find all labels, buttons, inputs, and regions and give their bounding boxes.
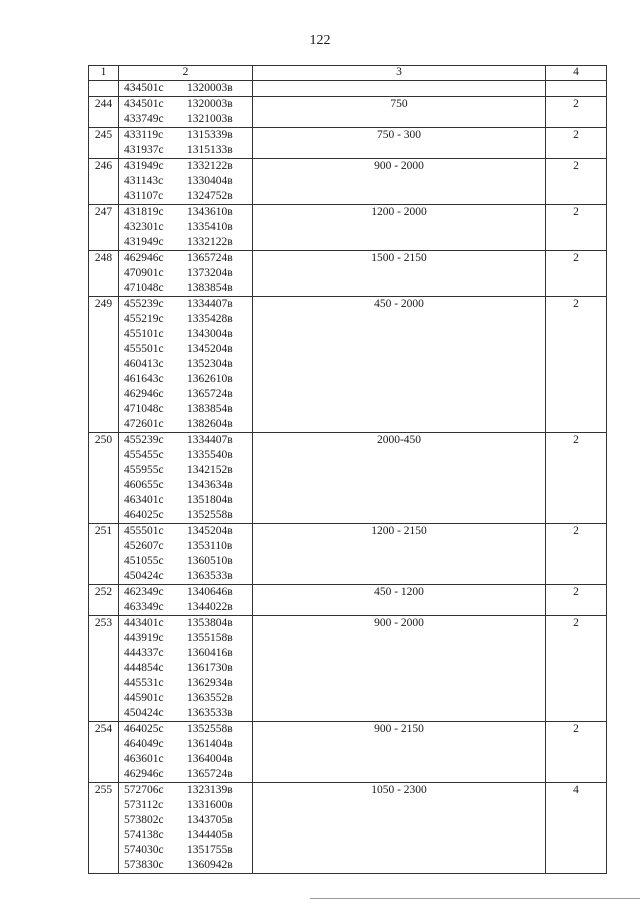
latitude: 445531с <box>124 677 164 689</box>
latitude: 472601с <box>124 418 164 430</box>
latitude: 573802с <box>124 814 164 826</box>
latitude: 462946с <box>124 388 164 400</box>
row-number: 244 <box>89 97 119 128</box>
longitude: 1344405в <box>187 829 233 841</box>
coordinates-cell <box>119 722 253 783</box>
table-row <box>89 297 607 433</box>
longitude: 1361730в <box>187 662 233 674</box>
coordinate-pair <box>119 417 252 432</box>
coordinates-cell <box>119 251 253 297</box>
latitude: 431143с <box>124 175 164 187</box>
longitude: 1340646в <box>187 586 233 598</box>
latitude: 573112с <box>124 799 164 811</box>
longitude: 1342152в <box>187 464 233 476</box>
coordinates-cell <box>119 81 253 97</box>
longitude: 1345204в <box>187 525 233 537</box>
longitude: 1365724в <box>187 768 233 780</box>
coordinates-cell <box>119 616 253 722</box>
longitude: 1320003в <box>187 82 233 94</box>
coordinate-pair <box>119 128 252 143</box>
table-row <box>89 783 607 874</box>
coordinate-pair <box>119 646 252 661</box>
coordinate-pair <box>119 676 252 691</box>
longitude: 1362934в <box>187 677 233 689</box>
longitude: 1334407в <box>187 434 233 446</box>
latitude: 444854с <box>124 662 164 674</box>
altitude-range: 2000-450 <box>253 433 546 524</box>
longitude: 1352304в <box>187 358 233 370</box>
row-number: 250 <box>89 433 119 524</box>
latitude: 461643с <box>124 373 164 385</box>
category-value: 2 <box>546 722 607 783</box>
table-body <box>89 81 607 874</box>
coordinate-pair <box>119 508 252 523</box>
coordinate-pair <box>119 828 252 843</box>
latitude: 463401с <box>124 494 164 506</box>
category-value: 2 <box>546 585 607 616</box>
category-value: 2 <box>546 128 607 159</box>
latitude: 463349с <box>124 601 164 613</box>
coordinate-pair <box>119 843 252 858</box>
coordinate-pair <box>119 372 252 387</box>
altitude-range: 1200 - 2150 <box>253 524 546 585</box>
coordinate-pair <box>119 585 252 600</box>
table-row <box>89 251 607 297</box>
longitude: 1315133в <box>187 144 233 156</box>
longitude: 1361404в <box>187 738 233 750</box>
latitude: 464025с <box>124 509 164 521</box>
header-cell-4: 4 <box>546 66 607 81</box>
coordinate-pair <box>119 463 252 478</box>
latitude: 451055с <box>124 555 164 567</box>
coordinate-pair <box>119 220 252 235</box>
coordinate-pair <box>119 357 252 372</box>
category-value: 2 <box>546 251 607 297</box>
longitude: 1335540в <box>187 449 233 461</box>
coordinate-pair <box>119 600 252 615</box>
coordinate-pair <box>119 251 252 266</box>
coordinate-pair <box>119 631 252 646</box>
category-value: 2 <box>546 97 607 128</box>
latitude: 463601с <box>124 753 164 765</box>
category-value: 2 <box>546 433 607 524</box>
latitude: 455101с <box>124 328 164 340</box>
row-number: 251 <box>89 524 119 585</box>
altitude-range: 900 - 2000 <box>253 159 546 205</box>
coordinate-pair <box>119 661 252 676</box>
latitude: 431937с <box>124 144 164 156</box>
category-value: 2 <box>546 159 607 205</box>
latitude: 460413с <box>124 358 164 370</box>
coordinate-pair <box>119 752 252 767</box>
longitude: 1335410в <box>187 221 233 233</box>
coordinate-pair <box>119 691 252 706</box>
latitude: 433749с <box>124 113 164 125</box>
table-row <box>89 97 607 128</box>
longitude: 1332122в <box>187 236 233 248</box>
coordinate-pair <box>119 478 252 493</box>
latitude: 455501с <box>124 525 164 537</box>
latitude: 444337с <box>124 647 164 659</box>
latitude: 431107с <box>124 190 164 202</box>
latitude: 464049с <box>124 738 164 750</box>
altitude-range: 1500 - 2150 <box>253 251 546 297</box>
altitude-range: 750 - 300 <box>253 128 546 159</box>
latitude: 462946с <box>124 252 164 264</box>
longitude: 1324752в <box>187 190 233 202</box>
coordinates-cell <box>119 97 253 128</box>
header-cell-1: 1 <box>89 66 119 81</box>
table-row <box>89 159 607 205</box>
latitude: 432301с <box>124 221 164 233</box>
longitude: 1360510в <box>187 555 233 567</box>
longitude: 1353804в <box>187 617 233 629</box>
coordinates-cell <box>119 159 253 205</box>
longitude: 1345204в <box>187 343 233 355</box>
coordinate-pair <box>119 81 252 96</box>
latitude: 443401с <box>124 617 164 629</box>
coordinate-pair <box>119 783 252 798</box>
latitude: 433119с <box>124 129 164 141</box>
longitude: 1363533в <box>187 707 233 719</box>
longitude: 1383854в <box>187 403 233 415</box>
longitude: 1352558в <box>187 509 233 521</box>
longitude: 1363552в <box>187 692 233 704</box>
coordinate-pair <box>119 737 252 752</box>
latitude: 574138с <box>124 829 164 841</box>
table-row <box>89 205 607 251</box>
coordinate-pair <box>119 706 252 721</box>
coordinate-pair <box>119 539 252 554</box>
row-number: 249 <box>89 297 119 433</box>
coordinates-cell <box>119 205 253 251</box>
latitude: 455501с <box>124 343 164 355</box>
longitude: 1363533в <box>187 570 233 582</box>
longitude: 1382604в <box>187 418 233 430</box>
latitude: 431819с <box>124 206 164 218</box>
row-number <box>89 81 119 97</box>
latitude: 443919с <box>124 632 164 644</box>
longitude: 1332122в <box>187 160 233 172</box>
coordinate-pair <box>119 493 252 508</box>
latitude: 431949с <box>124 236 164 248</box>
category-value: 4 <box>546 783 607 874</box>
coordinates-cell <box>119 783 253 874</box>
coordinates-cell <box>119 128 253 159</box>
latitude: 445901с <box>124 692 164 704</box>
altitude-range: 900 - 2000 <box>253 616 546 722</box>
coordinate-pair <box>119 569 252 584</box>
coordinates-cell <box>119 297 253 433</box>
longitude: 1351755в <box>187 844 233 856</box>
altitude-range <box>253 81 546 97</box>
latitude: 455239с <box>124 434 164 446</box>
longitude: 1335428в <box>187 313 233 325</box>
latitude: 470901с <box>124 267 164 279</box>
longitude: 1360416в <box>187 647 233 659</box>
coordinate-pair <box>119 189 252 204</box>
latitude: 450424с <box>124 570 164 582</box>
category-value: 2 <box>546 616 607 722</box>
header-cell-2: 2 <box>119 66 253 81</box>
row-number: 254 <box>89 722 119 783</box>
altitude-range: 450 - 1200 <box>253 585 546 616</box>
latitude: 450424с <box>124 707 164 719</box>
latitude: 431949с <box>124 160 164 172</box>
latitude: 455219с <box>124 313 164 325</box>
altitude-range: 900 - 2150 <box>253 722 546 783</box>
coordinate-pair <box>119 312 252 327</box>
longitude: 1364004в <box>187 753 233 765</box>
coordinate-pair <box>119 297 252 312</box>
latitude: 471048с <box>124 403 164 415</box>
row-number: 245 <box>89 128 119 159</box>
table-row <box>89 585 607 616</box>
longitude: 1352558в <box>187 723 233 735</box>
coordinate-pair <box>119 616 252 631</box>
row-number: 255 <box>89 783 119 874</box>
latitude: 471048с <box>124 282 164 294</box>
category-value: 2 <box>546 205 607 251</box>
coordinate-pair <box>119 205 252 220</box>
table-row <box>89 616 607 722</box>
altitude-range: 450 - 2000 <box>253 297 546 433</box>
category-value: 2 <box>546 524 607 585</box>
coordinate-pair <box>119 554 252 569</box>
header-cell-3: 3 <box>253 66 546 81</box>
latitude: 462349с <box>124 586 164 598</box>
row-number: 246 <box>89 159 119 205</box>
row-number: 248 <box>89 251 119 297</box>
longitude: 1344022в <box>187 601 233 613</box>
longitude: 1343634в <box>187 479 233 491</box>
longitude: 1343610в <box>187 206 233 218</box>
latitude: 464025с <box>124 723 164 735</box>
longitude: 1360942в <box>187 859 233 871</box>
coordinate-pair <box>119 112 252 127</box>
table-row <box>89 81 607 97</box>
longitude: 1351804в <box>187 494 233 506</box>
latitude: 460655с <box>124 479 164 491</box>
altitude-range: 1200 - 2000 <box>253 205 546 251</box>
longitude: 1343705в <box>187 814 233 826</box>
longitude: 1383854в <box>187 282 233 294</box>
coordinate-pair <box>119 767 252 782</box>
coordinate-pair <box>119 97 252 112</box>
latitude: 572706с <box>124 784 164 796</box>
longitude: 1321003в <box>187 113 233 125</box>
longitude: 1315339в <box>187 129 233 141</box>
category-value: 2 <box>546 297 607 433</box>
coordinate-pair <box>119 448 252 463</box>
header-row <box>89 66 607 81</box>
longitude: 1334407в <box>187 298 233 310</box>
coordinate-pair <box>119 858 252 873</box>
longitude: 1362610в <box>187 373 233 385</box>
coordinates-cell <box>119 585 253 616</box>
latitude: 573830с <box>124 859 164 871</box>
coordinate-pair <box>119 159 252 174</box>
row-number: 247 <box>89 205 119 251</box>
latitude: 434501с <box>124 82 164 94</box>
latitude: 574030с <box>124 844 164 856</box>
coordinate-pair <box>119 433 252 448</box>
latitude: 455455с <box>124 449 164 461</box>
coordinate-pair <box>119 402 252 417</box>
altitude-range: 1050 - 2300 <box>253 783 546 874</box>
longitude: 1323139в <box>187 784 233 796</box>
data-table <box>88 65 607 874</box>
coordinate-pair <box>119 174 252 189</box>
latitude: 455955с <box>124 464 164 476</box>
longitude: 1355158в <box>187 632 233 644</box>
coordinate-pair <box>119 266 252 281</box>
table-row <box>89 433 607 524</box>
row-number: 253 <box>89 616 119 722</box>
bottom-rule <box>310 898 640 899</box>
coordinate-pair <box>119 342 252 357</box>
row-number: 252 <box>89 585 119 616</box>
longitude: 1365724в <box>187 388 233 400</box>
latitude: 455239с <box>124 298 164 310</box>
latitude: 452607с <box>124 540 164 552</box>
longitude: 1320003в <box>187 98 233 110</box>
coordinates-cell <box>119 524 253 585</box>
coordinate-pair <box>119 143 252 158</box>
latitude: 462946с <box>124 768 164 780</box>
coordinate-pair <box>119 798 252 813</box>
table-row <box>89 722 607 783</box>
page-number: 122 <box>309 33 331 48</box>
table-row <box>89 128 607 159</box>
category-value <box>546 81 607 97</box>
coordinate-pair <box>119 722 252 737</box>
coordinate-pair <box>119 387 252 402</box>
longitude: 1330404в <box>187 175 233 187</box>
coordinate-pair <box>119 281 252 296</box>
coordinate-pair <box>119 235 252 250</box>
coordinate-pair <box>119 524 252 539</box>
table-row <box>89 524 607 585</box>
longitude: 1353110в <box>187 540 233 552</box>
longitude: 1373204в <box>187 267 233 279</box>
longitude: 1365724в <box>187 252 233 264</box>
altitude-range: 750 <box>253 97 546 128</box>
longitude: 1331600в <box>187 799 233 811</box>
latitude: 434501с <box>124 98 164 110</box>
coordinate-pair <box>119 327 252 342</box>
coordinates-cell <box>119 433 253 524</box>
coordinate-pair <box>119 813 252 828</box>
longitude: 1343004в <box>187 328 233 340</box>
